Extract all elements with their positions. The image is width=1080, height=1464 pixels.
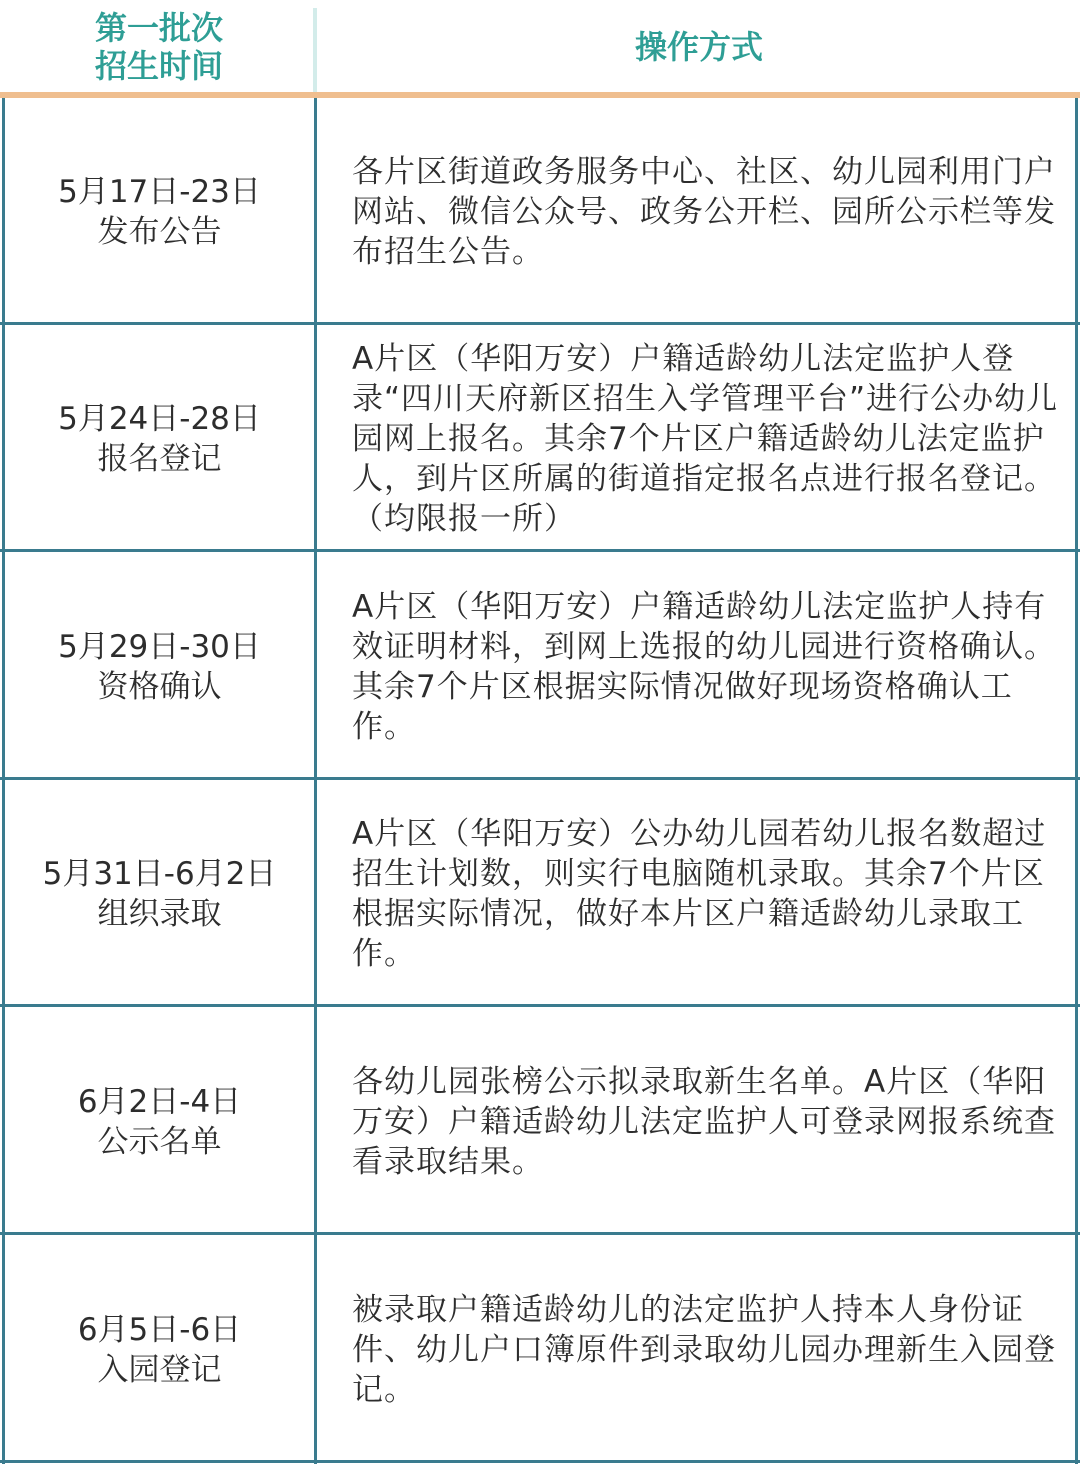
table-row	[0, 1008, 1080, 1235]
description-cell	[352, 1235, 1068, 1464]
header-method-label: 操作方式	[634, 28, 763, 66]
date-cell	[5, 780, 314, 1007]
date-cell	[5, 98, 314, 325]
date-cell	[5, 1235, 314, 1464]
date-range: 5月24日-28日	[58, 400, 261, 437]
description-cell	[352, 98, 1068, 325]
header-divider	[313, 8, 317, 92]
table-bottom-border	[0, 1460, 1080, 1463]
description-text: 被录取户籍适龄幼儿的法定监护人持本人身份证件、幼儿户口簿原件到录取幼儿园办理新生入园登记。	[352, 1291, 1056, 1408]
description-cell	[352, 553, 1068, 780]
date-cell	[5, 325, 314, 552]
table-header	[0, 0, 1080, 94]
column-divider	[314, 98, 317, 1464]
description-cell	[352, 325, 1068, 552]
stage-name: 公示名单	[97, 1123, 222, 1160]
header-time-line1: 第一批次	[94, 9, 223, 47]
header-method-column	[318, 0, 1080, 94]
description-cell	[352, 780, 1068, 1007]
stage-name: 资格确认	[97, 668, 222, 705]
date-range: 5月17日-23日	[58, 173, 261, 210]
date-range: 6月2日-4日	[77, 1083, 242, 1120]
date-cell	[5, 553, 314, 780]
table-row	[0, 780, 1080, 1007]
table-left-border	[2, 98, 5, 1464]
stage-name: 发布公告	[97, 213, 222, 250]
date-cell	[5, 1008, 314, 1235]
stage-name: 入园登记	[97, 1351, 222, 1388]
table-row	[0, 553, 1080, 780]
header-time-line2: 招生时间	[94, 47, 223, 85]
table-row	[0, 98, 1080, 325]
stage-name: 报名登记	[97, 440, 222, 477]
description-text: A片区（华阳万安）户籍适龄幼儿法定监护人持有效证明材料，到网上选报的幼儿园进行资格确认。其余7个片区根据实际情况做好现场资格确认工作。	[352, 588, 1056, 745]
table-row	[0, 1235, 1080, 1464]
schedule-table	[0, 98, 1080, 1464]
row-divider	[0, 1004, 1080, 1007]
date-range: 6月5日-6日	[77, 1311, 242, 1348]
row-divider	[0, 549, 1080, 552]
stage-name: 组织录取	[97, 895, 222, 932]
table-right-border	[1075, 98, 1078, 1464]
date-range: 5月29日-30日	[58, 628, 261, 665]
description-text: A片区（华阳万安）公办幼儿园若幼儿报名数超过招生计划数，则实行电脑随机录取。其余7个片区根据实际情况，做好本片区户籍适龄幼儿录取工作。	[352, 815, 1047, 972]
header-time-column	[0, 0, 318, 94]
description-text: A片区（华阳万安）户籍适龄幼儿法定监护人登录“四川天府新区招生入学管理平台”进行公办幼儿园网上报名。其余7个片区户籍适龄幼儿法定监护人，到片区所属的街道指定报名点进行报名登记。（均限报一所）	[352, 340, 1059, 537]
description-text: 各片区街道政务服务中心、社区、幼儿园利用门户网站、微信公众号、政务公开栏、园所公示栏等发布招生公告。	[352, 153, 1056, 270]
date-range: 5月31日-6月2日	[42, 855, 277, 892]
table-row	[0, 325, 1080, 552]
description-cell	[352, 1008, 1068, 1235]
description-text: 各幼儿园张榜公示拟录取新生名单。A片区（华阳万安）户籍适龄幼儿法定监护人可登录网报系统查看录取结果。	[352, 1063, 1056, 1180]
